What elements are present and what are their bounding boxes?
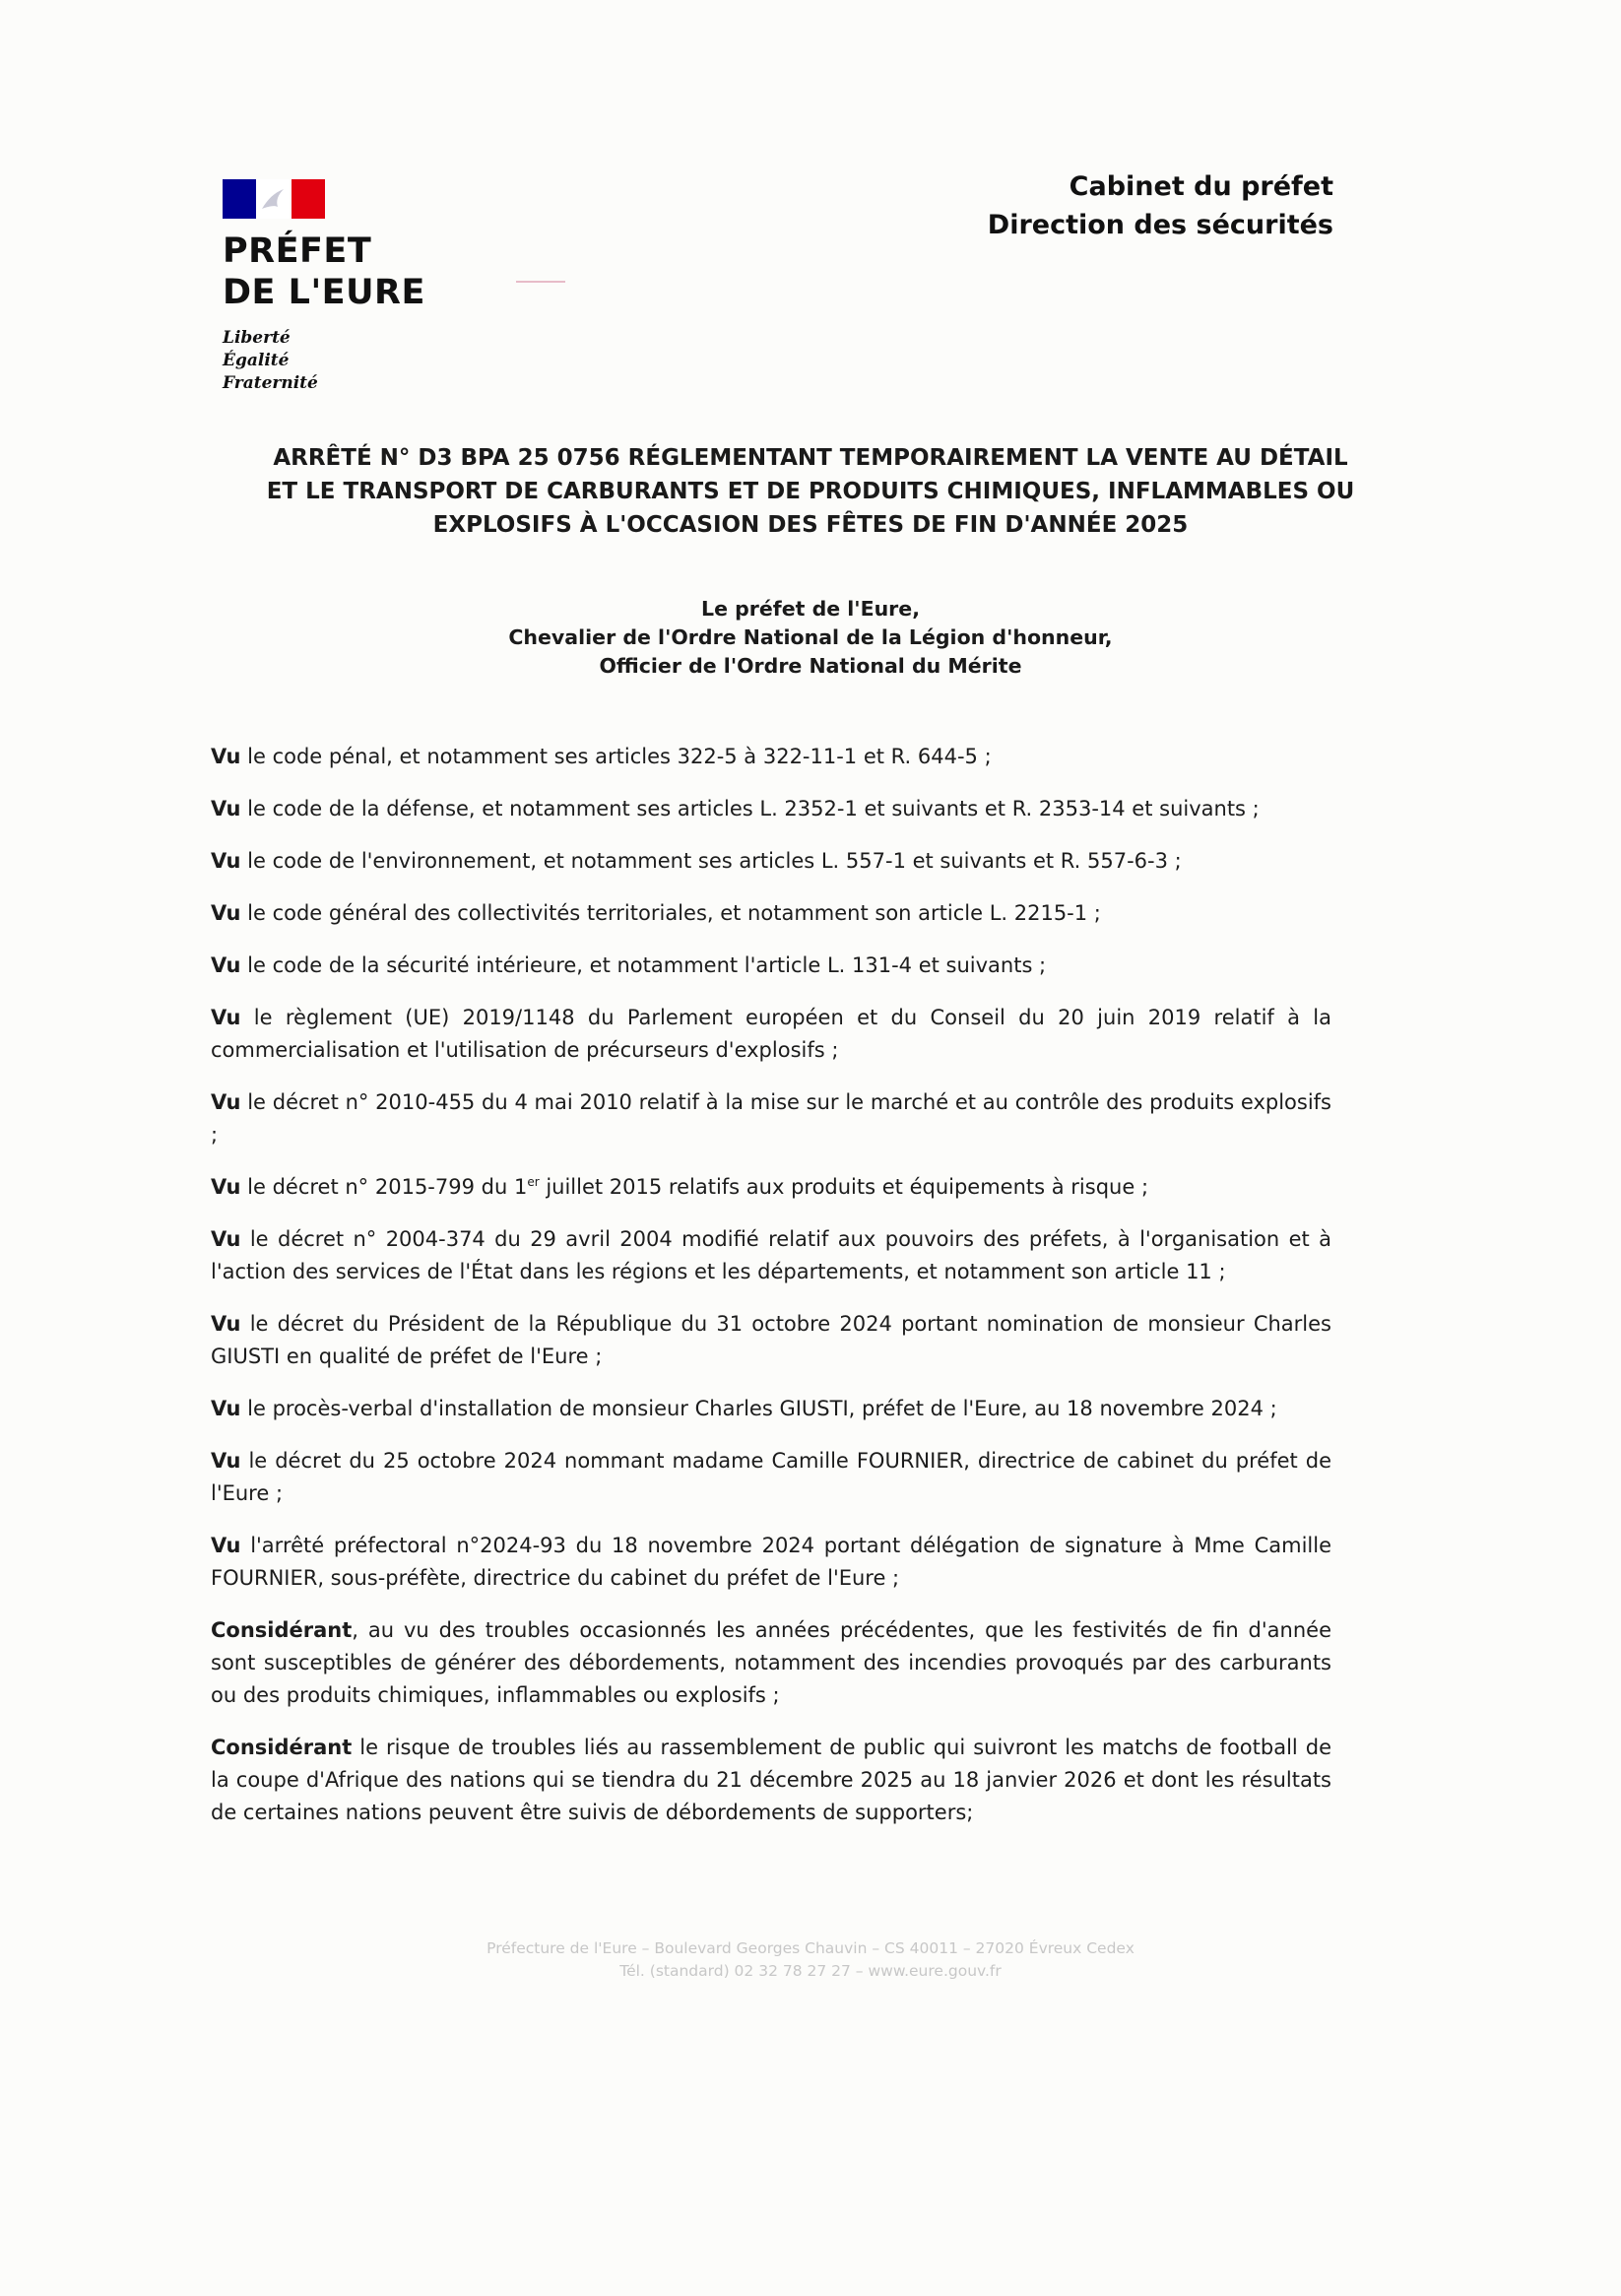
recital	[211, 1614, 1331, 1712]
recital-text: le décret n° 2010-455 du 4 mai 2010 relatif à la mise sur le marché et au contrôle des produits explosifs ;	[211, 1090, 1331, 1147]
recital-text: le règlement (UE) 2019/1148 du Parlement européen et du Conseil du 20 juin 2019 relatif à la commercialisation et l'utilisation de précurseurs d'explosifs ;	[211, 1006, 1331, 1062]
title-line-3: EXPLOSIFS À L'OCCASION DES FÊTES DE FIN D'ANNÉE 2025	[432, 512, 1189, 538]
recital-text: le code général des collectivités territoriales, et notamment son article L. 2215-1 ;	[240, 901, 1101, 925]
recital-text: le décret n° 2004-374 du 29 avril 2004 modifié relatif aux pouvoirs des préfets, à l'organisation et à l'action des services de l'État dans les régions et les départements, et notamment son article 11 ;	[211, 1227, 1331, 1283]
recital-lead: Vu	[211, 1175, 241, 1199]
recital	[211, 1445, 1331, 1510]
service-line-2: Direction des sécurités	[987, 210, 1333, 240]
recital	[211, 793, 1331, 825]
recitals	[211, 741, 1331, 1849]
recital-lead: Vu	[211, 1090, 241, 1114]
recital-lead: Vu	[211, 901, 241, 925]
authority-line-1: Le préfet de l'Eure,	[701, 597, 920, 621]
recital	[211, 897, 1331, 930]
recital-text: le décret n° 2015-799 du 1	[240, 1175, 528, 1199]
page-footer	[295, 1937, 1326, 1983]
recital-text: le risque de troubles liés au rassemblement de public qui suivront les matchs de football de la coupe d'Afrique des nations qui se tiendra du 21 décembre 2025 au 18 janvier 2026 et dont les résultats de certaines nations peuvent être suivis de débordements de supporters;	[211, 1736, 1331, 1824]
devise	[223, 327, 439, 395]
recital	[211, 1002, 1331, 1067]
service-header	[988, 167, 1333, 244]
recital-lead: Vu	[211, 1312, 241, 1336]
prefecture-logo	[223, 179, 439, 395]
recital	[211, 1086, 1331, 1151]
title-line-2: ET LE TRANSPORT DE CARBURANTS ET DE PRODUITS CHIMIQUES, INFLAMMABLES OU	[266, 479, 1355, 504]
devise-egalite: Égalité	[223, 351, 290, 370]
devise-fraternite: Fraternité	[223, 373, 318, 393]
devise-liberte: Liberté	[223, 328, 291, 348]
logo-name-line2: DE L'EURE	[223, 273, 425, 312]
recital	[211, 845, 1331, 878]
recital	[211, 1308, 1331, 1373]
recital-lead: Vu	[211, 1449, 241, 1473]
recital-lead: Vu	[211, 1397, 241, 1420]
recital	[211, 1732, 1331, 1829]
recital-text: le code de la sécurité intérieure, et notamment l'article L. 131-4 et suivants ;	[240, 953, 1047, 977]
footer-address: Préfecture de l'Eure – Boulevard Georges Chauvin – CS 40011 – 27020 Évreux Cedex	[486, 1939, 1135, 1957]
recital-lead: Vu	[211, 953, 241, 977]
recital	[211, 1223, 1331, 1288]
recital	[211, 1171, 1331, 1204]
recital-text: le décret du Président de la République du 31 octobre 2024 portant nomination de monsieur Charles GIUSTI en qualité de préfet de l'Eure ;	[211, 1312, 1331, 1368]
recital-text: le procès-verbal d'installation de monsieur Charles GIUSTI, préfet de l'Eure, au 18 novembre 2024 ;	[240, 1397, 1277, 1420]
logo-name-line1: PRÉFET	[223, 231, 372, 271]
recital	[211, 1393, 1331, 1425]
authority-line-3: Officier de l'Ordre National du Mérite	[599, 654, 1022, 678]
recital-text-tail: juillet 2015 relatifs aux produits et équipements à risque ;	[539, 1175, 1149, 1199]
title-line-1: ARRÊTÉ N° D3 BPA 25 0756 RÉGLEMENTANT TEMPORAIREMENT LA VENTE AU DÉTAIL	[273, 445, 1348, 471]
recital-text: le code pénal, et notamment ses articles 322-5 à 322-11-1 et R. 644-5 ;	[240, 745, 992, 768]
recital-lead: Vu	[211, 1534, 241, 1557]
recital-lead: Vu	[211, 849, 241, 873]
recital-text: le décret du 25 octobre 2024 nommant madame Camille FOURNIER, directrice de cabinet du préfet de l'Eure ;	[211, 1449, 1331, 1505]
authority-line-2: Chevalier de l'Ordre National de la Légion d'honneur,	[508, 625, 1113, 649]
marianne-flag-icon	[223, 179, 325, 219]
recital-text: le code de la défense, et notamment ses articles L. 2352-1 et suivants et R. 2353-14 et suivants ;	[240, 797, 1260, 820]
recital-lead: Vu	[211, 797, 241, 820]
recital	[211, 1530, 1331, 1595]
recital-lead: Vu	[211, 1227, 241, 1251]
service-line-1: Cabinet du préfet	[1069, 171, 1333, 202]
decree-title	[197, 441, 1424, 542]
footer-contact: Tél. (standard) 02 32 78 27 27 – www.eure.gouv.fr	[619, 1962, 1002, 1980]
recital-lead: Vu	[211, 1006, 241, 1029]
recital-text: l'arrêté préfectoral n°2024-93 du 18 novembre 2024 portant délégation de signature à Mme Camille FOURNIER, sous-préfète, directrice du cabinet du préfet de l'Eure ;	[211, 1534, 1331, 1590]
recital	[211, 950, 1331, 982]
recital-lead: Considérant	[211, 1736, 353, 1759]
recital-lead: Considérant	[211, 1618, 353, 1642]
recital-lead: Vu	[211, 745, 241, 768]
recital	[211, 741, 1331, 773]
recital-text: le code de l'environnement, et notamment ses articles L. 557-1 et suivants et R. 557-6-3 ;	[240, 849, 1182, 873]
authority-block	[295, 595, 1326, 681]
recital-superscript: er	[527, 1175, 540, 1189]
recital-text: , au vu des troubles occasionnés les années précédentes, que les festivités de fin d'année sont susceptibles de générer des débordements, notamment des incendies provoqués par des carburants ou des produits chimiques, inflammables ou explosifs ;	[211, 1618, 1331, 1707]
pink-mark	[516, 281, 565, 283]
